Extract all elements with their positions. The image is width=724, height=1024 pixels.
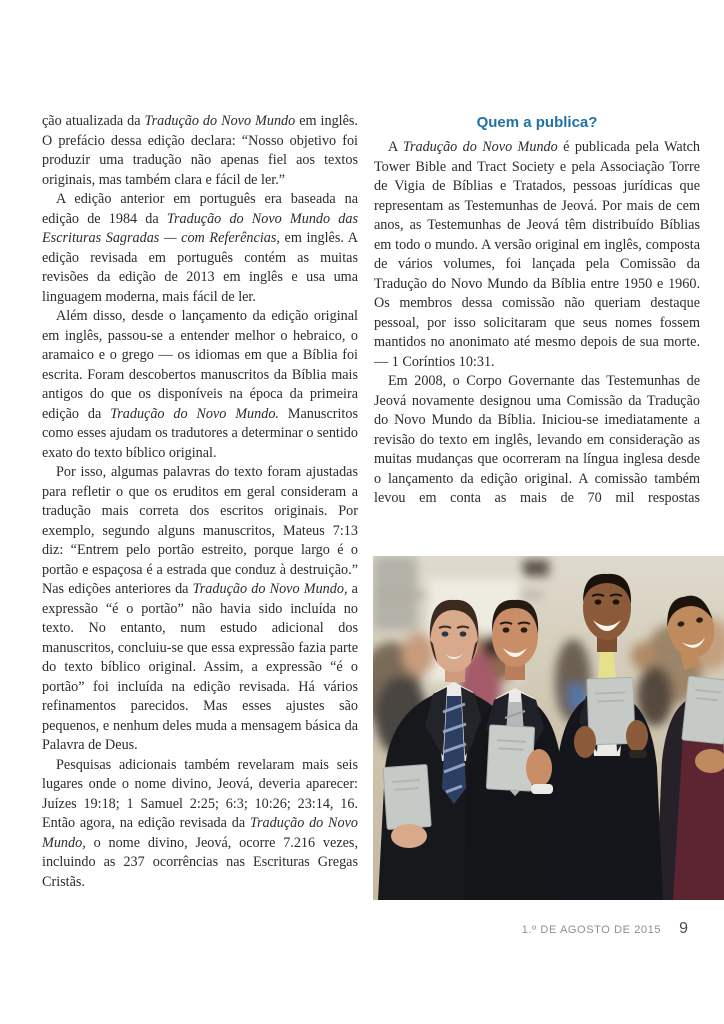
body-paragraph: ção atualizada da Tradução do Novo Mundo em inglês. O prefácio dessa edição declara: “Nosso objetivo foi produzir uma tradução não apenas fiel aos textos originais, mas também clara e fácil de ler.”	[42, 113, 358, 188]
footer-page-number: 9	[679, 920, 688, 937]
body-paragraph: Além disso, desde o lançamento da edição original em inglês, passou-se a entender melhor o hebraico, o aramaico e o grego — os idiomas em que a Bíblia foi escrita. Foram descobertos manuscritos da Bíblia mais antigos do que os disponíveis na época da primeira edição da Tradução do Novo Mundo. Manuscritos como esses ajudam os tradutores a determinar o sentido exato do texto bíblico original.	[42, 308, 358, 461]
body-paragraph: A edição anterior em português era baseada na edição de 1984 da Tradução do Novo Mundo das Escrituras Sagradas — com Referências, em inglês. A edição revisada em português contém as muitas revisões da edição de 2013 em inglês e usa uma linguagem moderna, mais fácil de ler.	[42, 191, 358, 305]
body-paragraph: Pesquisas adicionais também revelaram mais seis lugares onde o nome divino, Jeová, deveria aparecer: Juízes 19:18; 1 Samuel 2:25; 6:3; 10:26; 23:14, 16. Então agora, na edição revisada da Tradução do Novo Mundo, o nome divino, Jeová, ocorre 7.216 vezes, incluindo as 237 ocorrências nas Escrituras Gregas Cristãs.	[42, 756, 358, 890]
body-paragraph: A Tradução do Novo Mundo é publicada pela Watch Tower Bible and Tract Society e pela Associação Torre de Vigia de Bíblias e Tratados, pessoas jurídicas que representam as Testemunhas de Jeová. Por mais de cem anos, as Testemunhas de Jeová têm distribuído Bíblias em todo o mundo. A versão original em inglês, composta de vários volumes, foi lançada pela Comissão da Tradução do Novo Mundo da Bíblia entre 1950 e 1960. Os membros dessa comissão não queriam destaque pessoal, por isso solicitaram que seus nomes fossem mantidos no anonimato até mesmo depois de sua morte. — 1 Coríntios 10:31.	[374, 139, 700, 370]
section-heading: Quem a publica?	[476, 114, 598, 131]
photo-men-holding-bibles	[373, 556, 724, 900]
footer-date: 1.º DE AGOSTO DE 2015	[521, 924, 662, 936]
left-column	[42, 112, 358, 892]
page-footer	[0, 920, 688, 938]
body-paragraph: Em 2008, o Corpo Governante das Testemunhas de Jeová novamente designou uma Comissão da Tradução do Novo Mundo da Bíblia. Iniciou-se imediatamente a revisão do texto em inglês, levando em consideração as muitas mudanças que ocorreram na língua inglesa desde o lançamento da edição original. A comissão também levou em conta as mais de 70 mil respostas	[374, 373, 700, 506]
body-paragraph: Por isso, algumas palavras do texto foram ajustadas para refletir o que os eruditos em geral consideram a tradução mais correta dos escritos originais. Por exemplo, segundo alguns manuscritos, Mateus 7:13 diz: “Entrem pelo portão estreito, porque largo é o portão e espaçosa é a estrada que conduz à destruição.” Nas edições anteriores da Tradução do Novo Mundo, a expressão “é o portão” não havia sido incluída no texto. No entanto, num estudo adicional dos manuscritos, concluiu-se que essa expressão fazia parte do texto bíblico original. Assim, a expressão “é o portão” foi incluída na edição revisada. Há vários refinamentos parecidos. Mas esses ajustes são pequenos, e nenhum deles muda a mensagem básica da Palavra de Deus.	[42, 464, 358, 753]
